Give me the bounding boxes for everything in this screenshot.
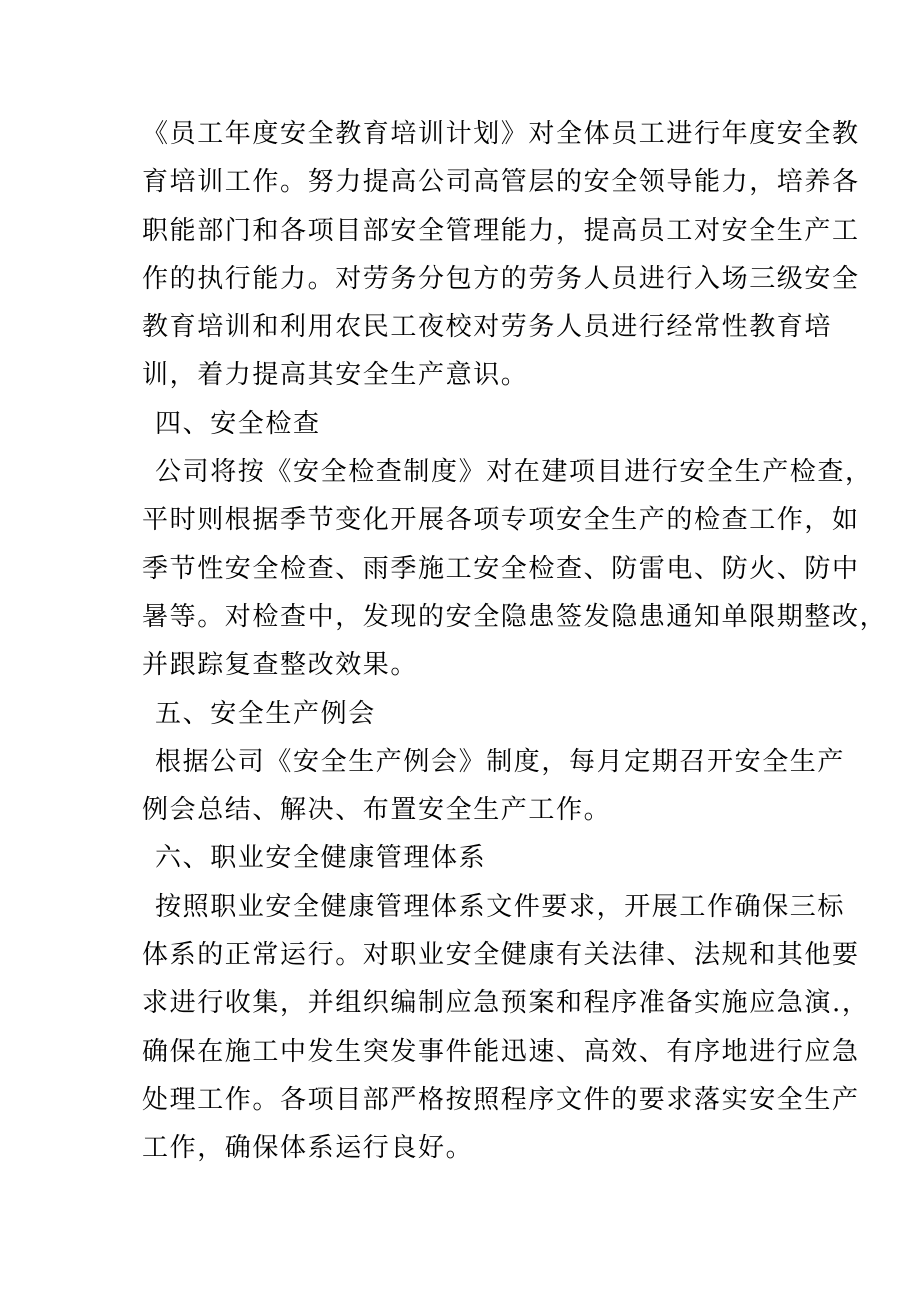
text-line: 体系的正常运行。对职业安全健康有关法律、法规和其他要: [142, 940, 860, 971]
section-heading-ohs-system: 六、职业安全健康管理体系: [155, 843, 487, 874]
text-line: 公司将按《安全检查制度》对在建项目进行安全生产检查，: [155, 457, 873, 488]
text-line: 平时则根据季节变化开展各项专项安全生产的检查工作，如: [142, 505, 860, 536]
text-line: 工作，确保体系运行良好。: [142, 1133, 474, 1164]
text-line: 例会总结、解决、布置安全生产工作。: [142, 795, 612, 826]
text-line: 季节性安全检查、雨季施工安全检查、防雷电、防火、防中: [142, 553, 860, 584]
section-heading-safety-meeting: 五、安全生产例会: [155, 698, 376, 729]
paragraph-safety-meeting: [142, 738, 846, 835]
text-line: 按照职业安全健康管理体系文件要求，开展工作确保三标: [155, 891, 846, 922]
text-line: 训，着力提高其安全生产意识。: [142, 360, 529, 391]
text-line: 确保在施工中发生突发事件能迅速、高效、有序地进行应急: [142, 1036, 860, 1067]
text-line: 根据公司《安全生产例会》制度，每月定期召开安全生产: [155, 746, 846, 777]
text-line: 教育培训和利用农民工夜校对劳务人员进行经常性教育培: [142, 312, 833, 343]
text-line: 《员工年度安全教育培训计划》对全体员工进行年度安全教: [142, 119, 860, 149]
section-heading-safety-inspection: 四、安全检查: [155, 408, 321, 439]
text-line: 暑等。对检查中，发现的安全隐患签发隐患通知单限期整改，: [142, 601, 888, 632]
document-body: [142, 110, 888, 1173]
paragraph-training: [142, 110, 860, 400]
text-line: 求进行收集，并组织编制应急预案和程序准备实施应急演.，: [142, 988, 870, 1019]
text-line: 职能部门和各项目部安全管理能力，提高员工对安全生产工: [142, 215, 860, 246]
text-line: 并跟踪复查整改效果。: [142, 650, 419, 681]
text-line: 作的执行能力。对劳务分包方的劳务人员进行入场三级安全: [142, 263, 860, 294]
text-line: 处理工作。各项目部严格按照程序文件的要求落实安全生产: [142, 1084, 860, 1115]
paragraph-ohs-system: [142, 883, 870, 1173]
text-line: 育培训工作。努力提高公司高管层的安全领导能力，培养各: [142, 167, 860, 198]
paragraph-safety-inspection: [142, 448, 888, 689]
